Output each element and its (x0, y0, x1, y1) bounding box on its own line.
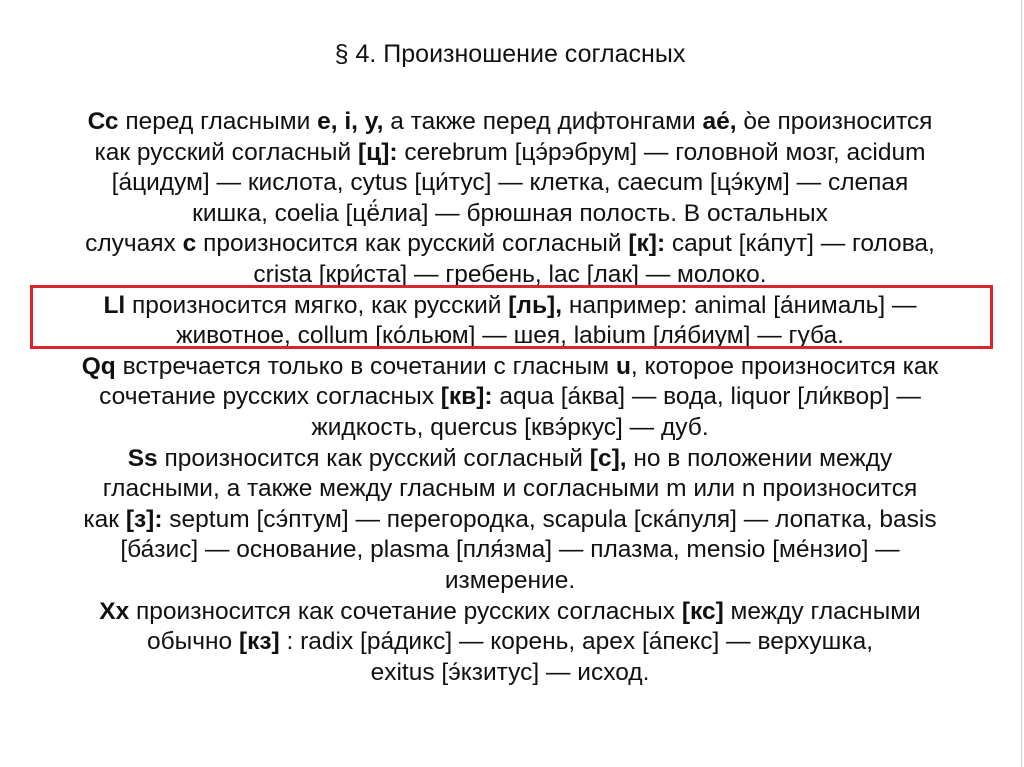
text-segment: caput [ка́пут] — голова, (665, 230, 935, 258)
text-segment: кишка, coelia [цё́лиа] — брюшная полость. В остальных (192, 199, 828, 227)
bold-term: [ль], (508, 291, 563, 319)
bold-term: с (182, 230, 197, 258)
text-line (10, 444, 1010, 475)
bold-term: Ll (103, 291, 126, 319)
text-line (10, 505, 1010, 536)
text-segment: произносится мягко, как русский (125, 291, 509, 319)
text-segment: о̀е произносится (736, 108, 933, 135)
text-line (10, 291, 1010, 322)
text-line (10, 597, 1010, 628)
text-segment: а также перед дифтонгами (383, 108, 703, 135)
text-segment: между гласными (723, 597, 921, 625)
text-segment: cerebrum [цэ́рэбрум] — головной мозг, acidum (397, 138, 926, 166)
text-segment: перед гласными (118, 108, 318, 135)
text-segment: septum [сэ́птум] — перегородка, scapula [ска́пуля] — лопатка, basis (162, 505, 937, 533)
text-segment: жидкость, quercus [квэ́ркус] — дуб. (311, 413, 709, 441)
text-segment: , которое произносится как (630, 352, 939, 380)
text-segment: exitus [э́кзитус] — исход. (370, 658, 650, 686)
text-line (10, 413, 1010, 444)
text-segment: встречается только в сочетании с гласным (115, 352, 616, 380)
text-line (10, 382, 1010, 413)
text-segment: обычно (146, 628, 239, 656)
text-line (10, 199, 1010, 230)
text-segment: животное, collum [ко́льюм] — шея, labium [ля́биум] — губа. (176, 322, 844, 350)
text-segment: сочетание русских согласных (99, 383, 441, 411)
text-segment: [а́цидум] — кислота, cytus [ци́тус] — клетка, caecum [цэ́кум] — слепая (111, 169, 909, 197)
text-line (10, 352, 1010, 383)
text-line (10, 107, 1010, 138)
bold-term: Хх (99, 597, 130, 625)
bold-term: Сс (87, 108, 119, 135)
slide-title: § 4. Произношение согласных (334, 40, 686, 68)
text-line (10, 229, 1010, 260)
text-line (10, 535, 1010, 566)
text-line (10, 168, 1010, 199)
bold-term: [ц]: (357, 138, 398, 166)
text-line (10, 658, 1010, 689)
text-segment: как русский согласный (94, 138, 358, 166)
text-segment: например: animal [а́нималь] — (562, 291, 917, 319)
bold-term: [кз] (238, 628, 280, 656)
text-line (10, 260, 1010, 291)
text-segment: произносится как сочетание русских согласных (129, 597, 682, 625)
page-edge (1021, 0, 1022, 767)
text-segment: но в положении между (626, 444, 893, 472)
text-line (10, 321, 1010, 352)
bold-term: ае́, (702, 108, 737, 135)
bold-term: [к]: (628, 230, 666, 258)
text-segment: crista [кри́ста] — гребень, lac [лак] — молоко. (253, 260, 767, 288)
text-segment: случаях (85, 230, 183, 258)
bold-term: [кв]: (440, 383, 493, 411)
bold-term: е, i, у, (317, 108, 384, 135)
text-segment: aqua [а́ква] — вода, liquor [ли́квор] — (492, 383, 921, 411)
bold-term: Qq (81, 352, 116, 380)
bold-term: u (615, 352, 631, 380)
text-line (10, 627, 1010, 658)
bold-term: [с], (589, 444, 627, 472)
text-segment: гласными, а также между гласным и согласными m или n произносится (102, 475, 918, 503)
text-segment: [ба́зис] — основание, plasma [пля́зма] — плазма, mensio [ме́нзио] — (120, 536, 900, 564)
bold-term: [кс] (681, 597, 724, 625)
text-line (10, 566, 1010, 597)
text-line (10, 138, 1010, 169)
text-segment: : radix [ра́дикс] — корень, apex [а́пекс] — верхушка, (279, 628, 874, 656)
text-segment: как (83, 505, 126, 533)
bold-term: Ss (127, 444, 158, 472)
text-line (10, 474, 1010, 505)
text-segment: произносится как русский согласный (157, 444, 590, 472)
text-segment: измерение. (444, 566, 576, 594)
text-segment: произносится как русский согласный (196, 230, 629, 258)
bold-term: [з]: (125, 505, 163, 533)
slide-body (10, 107, 1010, 688)
